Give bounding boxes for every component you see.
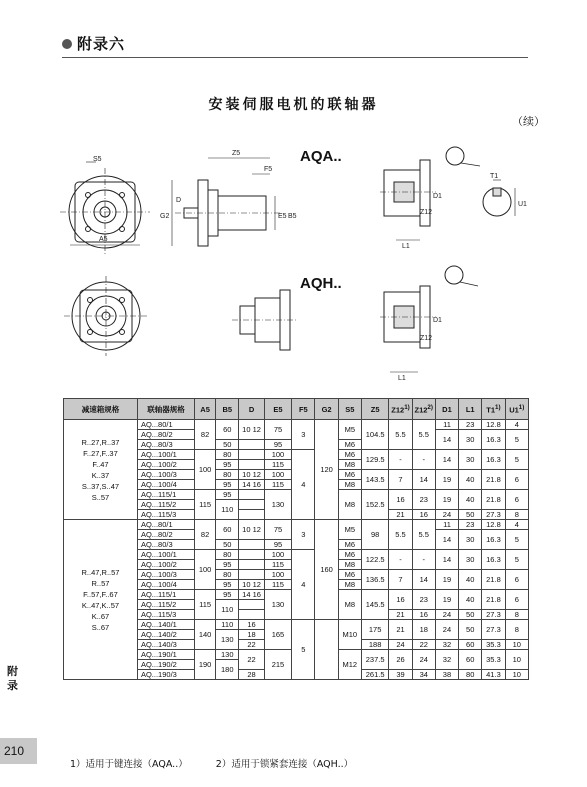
col-f5: F5	[292, 399, 315, 420]
dim-a5: A5	[99, 236, 108, 243]
table-cell: AQ...190/3	[137, 670, 194, 680]
table-cell: AQ...115/2	[137, 600, 194, 610]
table-cell: AQ...80/2	[137, 530, 194, 540]
table-cell: 100	[264, 450, 291, 460]
dim-d1-aqa: D1	[433, 193, 442, 200]
table-cell: 4	[505, 420, 528, 430]
table-cell: 38	[435, 670, 458, 680]
table-cell: 10	[505, 670, 528, 680]
table-cell: 115	[195, 590, 216, 620]
table-cell: 10 12	[239, 520, 264, 540]
table-cell: 6	[505, 590, 528, 610]
table-cell: 24	[412, 650, 435, 670]
table-cell: 16.3	[482, 450, 505, 470]
table-cell: 16	[239, 620, 264, 630]
col-z12-lock: Z12$^{2)}$	[412, 399, 435, 420]
table-cell: 215	[264, 650, 291, 680]
table-cell: AQ...100/3	[137, 570, 194, 580]
table-cell: 7	[389, 570, 412, 590]
table-cell: 5.5	[412, 420, 435, 450]
table-cell: 23	[459, 520, 482, 530]
col-s5: S5	[338, 399, 361, 420]
gearbox-group-2: R..47,R..57 R..57 F..57,F..67 K..47,K..57 K..67 S..67	[64, 520, 138, 680]
table-cell: M8	[338, 560, 361, 570]
table-cell: 6	[505, 470, 528, 490]
table-cell: AQ...80/3	[137, 540, 194, 550]
table-cell: 50	[459, 610, 482, 620]
table-cell: 95	[216, 490, 239, 500]
col-b5: B5	[216, 399, 239, 420]
section-bullet	[62, 39, 72, 49]
table-cell: 152.5	[361, 490, 388, 520]
table-cell: 3	[292, 420, 315, 450]
col-d1: D1	[435, 399, 458, 420]
col-t1: T1$^{1)}$	[482, 399, 505, 420]
table-cell: 24	[435, 510, 458, 520]
table-cell: 140	[195, 620, 216, 650]
table-cell	[239, 500, 264, 510]
table-cell: 5	[505, 450, 528, 470]
table-cell: 21	[389, 510, 412, 520]
table-cell: AQ...100/2	[137, 560, 194, 570]
table-row	[64, 520, 529, 530]
table-cell: 50	[216, 540, 239, 550]
table-cell: AQ...100/3	[137, 470, 194, 480]
aqh-section-view	[380, 266, 478, 372]
col-z5: Z5	[361, 399, 388, 420]
col-z12-key: Z12$^{1)}$	[389, 399, 412, 420]
aqa-label: AQA..	[300, 148, 342, 165]
table-cell: AQ...80/2	[137, 430, 194, 440]
dim-z12-aqh: Z12	[420, 335, 433, 342]
side-label: 附录	[7, 665, 18, 692]
table-cell: 30	[459, 450, 482, 470]
table-cell: 3	[292, 520, 315, 550]
table-cell: 24	[435, 620, 458, 640]
table-cell: 24	[389, 640, 412, 650]
table-cell: 5.5	[389, 520, 412, 550]
col-e5: E5	[264, 399, 291, 420]
table-cell: 16	[412, 510, 435, 520]
table-cell: 26	[389, 650, 412, 670]
table-cell: 80	[216, 450, 239, 460]
table-cell: M6	[338, 470, 361, 480]
flange-front-view-2	[64, 276, 148, 356]
table-cell: M5	[338, 520, 361, 540]
table-cell: 237.5	[361, 650, 388, 670]
page-title: 安装伺服电机的联轴器	[208, 97, 379, 113]
table-cell: 261.5	[361, 670, 388, 680]
table-cell: 115	[264, 580, 291, 590]
col-coupling: 联轴器规格	[137, 399, 194, 420]
table-cell: AQ...80/1	[137, 520, 194, 530]
table-cell: 50	[459, 620, 482, 640]
table-cell	[239, 550, 264, 560]
table-cell: 32	[435, 650, 458, 670]
table-cell: 4	[292, 450, 315, 520]
flange-side-view-2	[232, 290, 298, 350]
table-cell: M8	[338, 480, 361, 490]
table-cell: M6	[338, 440, 361, 450]
table-cell: 14	[412, 470, 435, 490]
table-cell: 10	[505, 650, 528, 670]
dim-u1: U1	[518, 201, 527, 208]
col-a5: A5	[195, 399, 216, 420]
dim-g2: G2	[160, 213, 170, 220]
table-cell: 190	[195, 650, 216, 680]
table-cell: 35.3	[482, 650, 505, 670]
table-cell: 80	[216, 570, 239, 580]
table-cell: 60	[216, 420, 239, 440]
section-title: 附录六	[77, 35, 126, 53]
table-cell: AQ...100/2	[137, 460, 194, 470]
table-cell: AQ...80/3	[137, 440, 194, 450]
table-cell: -	[389, 550, 412, 570]
table-cell: 10 12	[239, 580, 264, 590]
dim-d1-aqh: D1	[433, 317, 442, 324]
table-cell: M8	[338, 580, 361, 590]
table-cell: M12	[338, 650, 361, 680]
table-cell: 110	[216, 600, 239, 620]
table-cell: 27.3	[482, 620, 505, 640]
table-cell: M5	[338, 420, 361, 440]
table-cell: AQ...80/1	[137, 420, 194, 430]
table-cell: 11	[435, 420, 458, 430]
table-cell: 19	[435, 570, 458, 590]
table-cell: AQ...115/3	[137, 510, 194, 520]
table-cell: 95	[216, 580, 239, 590]
table-cell: 5.5	[412, 520, 435, 550]
table-cell: 98	[361, 520, 388, 550]
table-cell: 10 12	[239, 470, 264, 480]
table-cell: 21.8	[482, 590, 505, 610]
footnotes	[70, 756, 353, 770]
table-cell: 95	[264, 540, 291, 550]
table-cell: 24	[435, 610, 458, 620]
table-cell: 130	[264, 490, 291, 520]
table-cell: 5	[505, 530, 528, 550]
table-cell: AQ...115/1	[137, 590, 194, 600]
table-cell: 40	[459, 490, 482, 510]
table-cell: 5	[505, 430, 528, 450]
table-cell: 16	[389, 590, 412, 610]
table-cell: 110	[216, 500, 239, 520]
table-cell: 82	[195, 420, 216, 450]
table-cell: 95	[216, 560, 239, 570]
table-cell: 40	[459, 570, 482, 590]
table-cell: 115	[195, 490, 216, 520]
table-cell: 19	[435, 590, 458, 610]
table-cell: 115	[264, 460, 291, 470]
table-cell: 160	[315, 520, 338, 620]
table-cell: AQ...115/3	[137, 610, 194, 620]
continued-label: （续）	[512, 115, 545, 128]
table-cell: 188	[361, 640, 388, 650]
table-cell: AQ...190/2	[137, 660, 194, 670]
table-cell: 21	[389, 620, 412, 640]
table-cell: 50	[216, 440, 239, 450]
spec-table	[63, 398, 529, 680]
table-cell: 22	[239, 640, 264, 650]
table-cell: 82	[195, 520, 216, 550]
table-cell	[239, 450, 264, 460]
dim-z5: Z5	[232, 150, 241, 157]
table-cell: 180	[216, 660, 239, 680]
table-cell: -	[412, 550, 435, 570]
table-cell: AQ...100/1	[137, 550, 194, 560]
dim-f5: F5	[264, 166, 273, 173]
table-cell: 50	[459, 510, 482, 520]
col-d: D	[239, 399, 264, 420]
table-cell: 130	[216, 650, 239, 660]
table-cell: 35.3	[482, 640, 505, 650]
table-cell: 41.3	[482, 670, 505, 680]
table-cell	[239, 570, 264, 580]
aqa-section-view	[380, 147, 515, 240]
table-cell: 11	[435, 520, 458, 530]
table-cell: 30	[459, 430, 482, 450]
table-cell: 7	[389, 470, 412, 490]
table-cell: 12.8	[482, 520, 505, 530]
dim-z12-aqa: Z12	[420, 209, 433, 216]
table-cell: AQ...140/3	[137, 640, 194, 650]
table-cell: 40	[459, 470, 482, 490]
table-cell: 100	[264, 570, 291, 580]
table-cell: 6	[505, 490, 528, 510]
table-cell: 120	[315, 420, 338, 520]
dim-e5: E5	[278, 213, 287, 220]
table-cell: 28	[239, 670, 264, 680]
dim-t1: T1	[490, 173, 499, 180]
table-cell: -	[412, 450, 435, 470]
table-cell: 8	[505, 610, 528, 620]
table-cell: 8	[505, 620, 528, 640]
col-u1: U1$^{1)}$	[505, 399, 528, 420]
table-cell: 16	[389, 490, 412, 510]
table-cell: 165	[264, 620, 291, 650]
table-cell: 136.5	[361, 570, 388, 590]
table-cell: 18	[239, 630, 264, 640]
table-cell: 145.5	[361, 590, 388, 620]
table-cell: 32	[435, 640, 458, 650]
table-cell: 16.3	[482, 550, 505, 570]
dim-b5: B5	[288, 213, 297, 220]
table-row	[64, 420, 529, 430]
table-cell: 8	[505, 510, 528, 520]
table-cell: 10	[505, 640, 528, 650]
table-cell: M6	[338, 450, 361, 460]
table-cell: 14	[435, 530, 458, 550]
table-cell: 60	[216, 520, 239, 540]
table-cell: 4	[505, 520, 528, 530]
gearbox-group-1: R..27,R..37 F..27,F..37 F..47 K..37 S..37,S..47 S..57	[64, 420, 138, 520]
table-cell: 175	[361, 620, 388, 640]
table-cell: 95	[216, 460, 239, 470]
table-cell: 6	[505, 570, 528, 590]
table-cell: AQ...100/4	[137, 480, 194, 490]
dim-l1-aqh: L1	[398, 375, 406, 382]
table-cell: M8	[338, 460, 361, 470]
table-cell: 5	[292, 620, 315, 680]
dim-s5: S5	[93, 156, 102, 163]
table-cell: 18	[412, 620, 435, 640]
table-cell	[239, 560, 264, 570]
table-cell: 100	[195, 550, 216, 590]
table-cell: 14	[412, 570, 435, 590]
col-gearbox: 减速箱规格	[64, 399, 138, 420]
table-cell: 95	[216, 590, 239, 600]
footnote-1: 1）适用于键连接（AQA..）	[70, 759, 188, 770]
table-cell	[239, 540, 264, 550]
table-cell	[239, 440, 264, 450]
table-cell: 130	[264, 590, 291, 620]
table-cell: AQ...100/4	[137, 580, 194, 590]
table-cell: 16	[412, 610, 435, 620]
table-cell: M10	[338, 620, 361, 650]
table-cell: 39	[389, 670, 412, 680]
table-cell: 60	[459, 640, 482, 650]
table-cell: AQ...100/1	[137, 450, 194, 460]
table-cell: 23	[412, 490, 435, 510]
table-cell: -	[389, 450, 412, 470]
table-cell: 21.8	[482, 470, 505, 490]
table-cell: 110	[216, 620, 239, 630]
table-cell: 80	[459, 670, 482, 680]
table-cell: 23	[412, 590, 435, 610]
table-cell	[239, 460, 264, 470]
table-cell: 115	[264, 480, 291, 490]
table-cell: 40	[459, 590, 482, 610]
table-cell: M6	[338, 540, 361, 550]
table-cell: 22	[239, 650, 264, 670]
table-cell: 100	[195, 450, 216, 490]
table-header-row	[64, 399, 529, 420]
page-number: 210	[4, 744, 25, 758]
table-cell: 104.5	[361, 420, 388, 450]
table-cell	[315, 620, 338, 680]
table-cell: 12.8	[482, 420, 505, 430]
table-cell: 100	[264, 470, 291, 480]
table-cell: M6	[338, 550, 361, 560]
col-l1: L1	[459, 399, 482, 420]
table-cell: 80	[216, 470, 239, 480]
table-cell: 21.8	[482, 570, 505, 590]
table-cell: 19	[435, 490, 458, 510]
table-cell: 27.3	[482, 510, 505, 520]
table-cell: 19	[435, 470, 458, 490]
table-cell: 27.3	[482, 610, 505, 620]
footnote-2: 2）适用于锁紧套连接（AQH..）	[215, 759, 354, 770]
table-cell: 14	[435, 550, 458, 570]
table-cell: 30	[459, 530, 482, 550]
table-cell: 80	[216, 550, 239, 560]
table-cell: 10 12	[239, 420, 264, 440]
table-cell: 23	[459, 420, 482, 430]
table-cell: 14 16	[239, 590, 264, 600]
table-cell	[239, 510, 264, 520]
table-cell: 122.5	[361, 550, 388, 570]
table-cell: 115	[264, 560, 291, 570]
table-cell: 14	[435, 450, 458, 470]
table-cell: AQ...140/2	[137, 630, 194, 640]
table-cell	[239, 610, 264, 620]
table-cell: 14	[435, 430, 458, 450]
table-cell: 143.5	[361, 470, 388, 490]
dim-l1-aqa: L1	[402, 243, 410, 250]
dim-d: D	[176, 197, 182, 204]
table-cell: 21	[389, 610, 412, 620]
header-rule	[62, 57, 528, 58]
table-cell: 129.5	[361, 450, 388, 470]
table-cell: 130	[216, 630, 239, 650]
table-cell: 75	[264, 520, 291, 540]
table-cell: 95	[216, 480, 239, 490]
table-cell	[239, 600, 264, 610]
table-cell: AQ...115/1	[137, 490, 194, 500]
table-cell: AQ...140/1	[137, 620, 194, 630]
table-cell: 34	[412, 670, 435, 680]
table-cell: 75	[264, 420, 291, 440]
table-cell: 14 16	[239, 480, 264, 490]
table-cell: AQ...190/1	[137, 650, 194, 660]
table-cell: 100	[264, 550, 291, 560]
aqh-label: AQH..	[300, 275, 342, 292]
table-cell: 60	[459, 650, 482, 670]
table-cell	[239, 490, 264, 500]
technical-drawings	[0, 140, 587, 390]
table-cell: 5	[505, 550, 528, 570]
table-cell: 5.5	[389, 420, 412, 450]
table-cell: 21.8	[482, 490, 505, 510]
table-cell: 4	[292, 550, 315, 620]
table-cell: 30	[459, 550, 482, 570]
col-g2: G2	[315, 399, 338, 420]
table-cell: 16.3	[482, 430, 505, 450]
table-cell: AQ...115/2	[137, 500, 194, 510]
table-cell: 95	[264, 440, 291, 450]
table-cell: M6	[338, 570, 361, 580]
table-cell: 22	[412, 640, 435, 650]
table-cell: M8	[338, 490, 361, 520]
table-cell: 16.3	[482, 530, 505, 550]
table-cell: M8	[338, 590, 361, 620]
